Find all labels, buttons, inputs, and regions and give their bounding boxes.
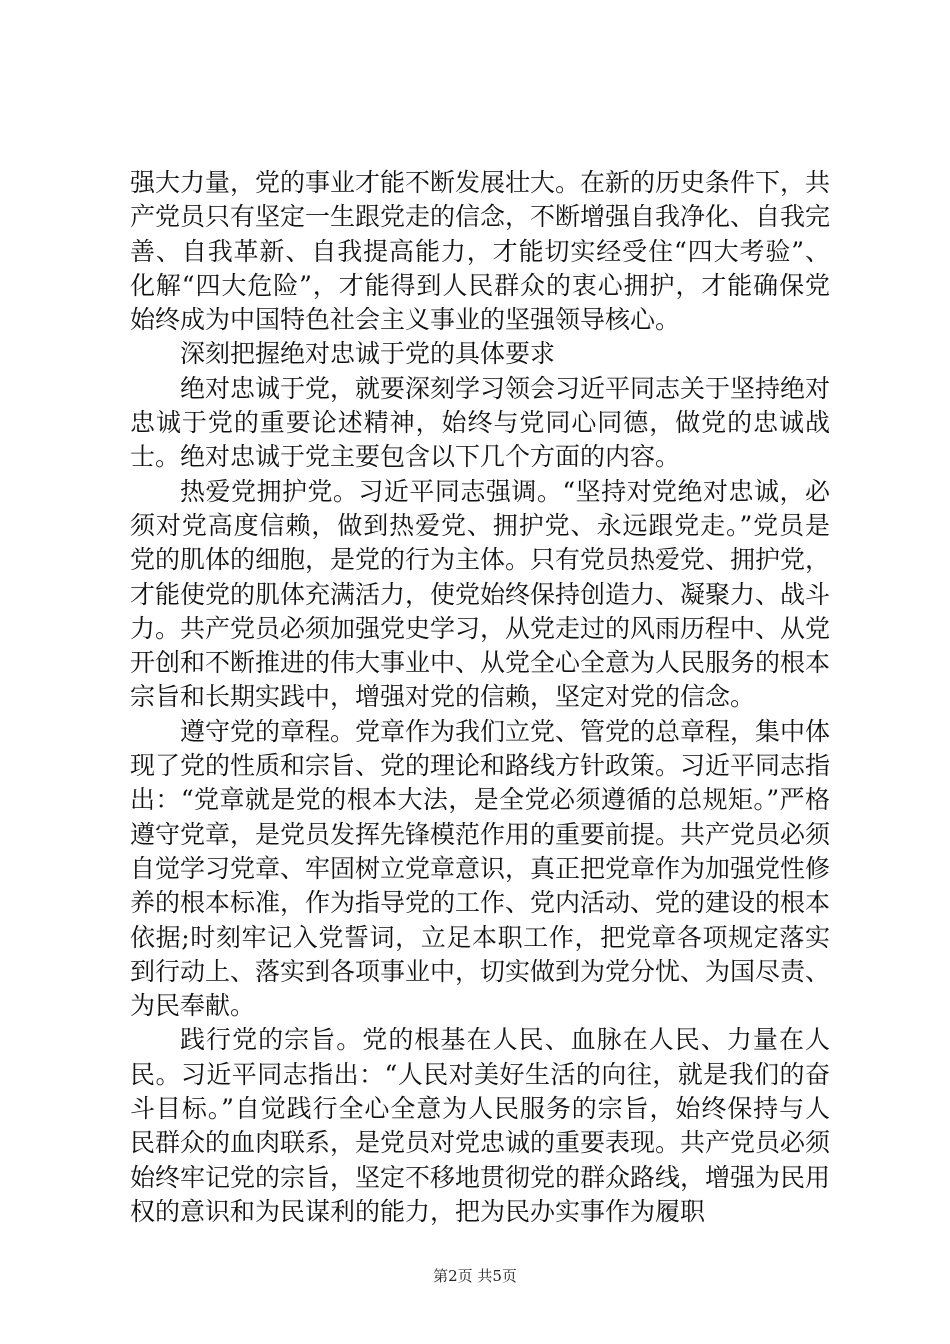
- document-body: [130, 166, 830, 1229]
- paragraph-party-constitution: 遵守党的章程。党章作为我们立党、管党的总章程，集中体现了党的性质和宗旨、党的理论和路线方针政策。习近平同志指出：“党章就是党的根本大法，是全党必须遵循的总规矩。”严格遵守党章，是党员发挥先锋模范作用的重要前提。共产党员必须自觉学习党章、牢固树立党章意识，真正把党章作为加强党性修养的根本标准，作为指导党的工作、党内活动、党的建设的根本依据;时刻牢记入党誓词，立足本职工作，把党章各项规定落实到行动上、落实到各项事业中，切实做到为党分忧、为国尽责、为民奉献。: [130, 716, 831, 1021]
- paragraph-party-purpose: 践行党的宗旨。党的根基在人民、血脉在人民、力量在人民。习近平同志指出：“人民对美好生活的向往，就是我们的奋斗目标。”自觉践行全心全意为人民服务的宗旨，始终保持与人民群众的血肉联系，是党员对党忠诚的重要表现。共产党员必须始终牢记党的宗旨，坚定不移地贯彻党的群众路线，增强为民用权的意识和为民谋利的能力，把为民办实事作为履职: [130, 1025, 831, 1226]
- page-number-footer: 第2页 共5页: [433, 1267, 517, 1285]
- paragraph-love-party: 热爱党拥护党。习近平同志强调。“坚持对党绝对忠诚，必须对党高度信赖，做到热爱党、拥护党、永远跟党走。”党员是党的肌体的细胞，是党的行为主体。只有党员热爱党、拥护党，才能使党的肌体充满活力，使党始终保持创造力、凝聚力、战斗力。共产党员必须加强党史学习，从党走过的风雨历程中、从党开创和不断推进的伟大事业中、从党全心全意为人民服务的根本宗旨和长期实践中，增强对党的信赖，坚定对党的信念。: [130, 476, 831, 712]
- section-heading: 深刻把握绝对忠诚于党的具体要求: [180, 339, 556, 369]
- paragraph-intro: 绝对忠诚于党，就要深刻学习领会习近平同志关于坚持绝对忠诚于党的重要论述精神，始终与党同心同德，做党的忠诚战士。绝对忠诚于党主要包含以下几个方面的内容。: [130, 373, 831, 472]
- paragraph-continuation: 强大力量，党的事业才能不断发展壮大。在新的历史条件下，共产党员只有坚定一生跟党走的信念，不断增强自我净化、自我完善、自我革新、自我提高能力，才能切实经受住“四大考验”、化解“四大危险”，才能得到人民群众的衷心拥护，才能确保党始终成为中国特色社会主义事业的坚强领导核心。: [130, 168, 831, 335]
